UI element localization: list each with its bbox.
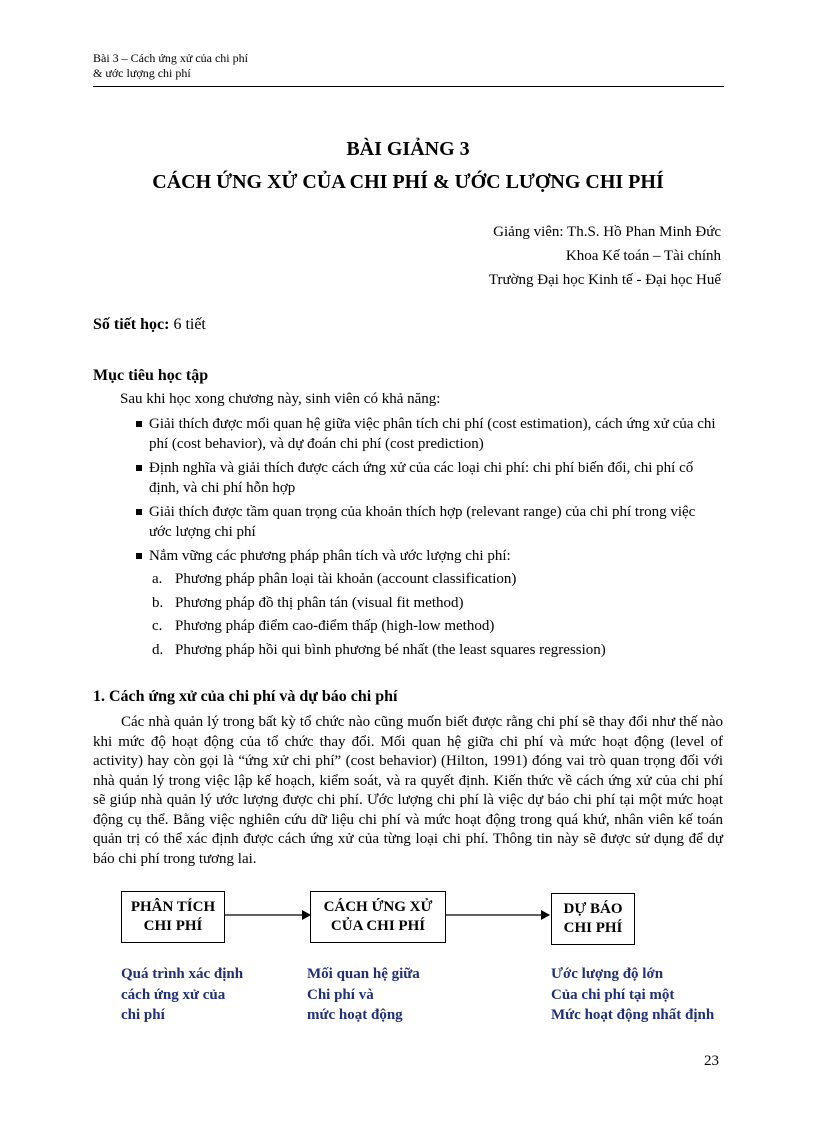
methods-list	[152, 568, 606, 662]
header-rule	[93, 86, 724, 87]
method-letter: b.	[152, 594, 164, 611]
objectives-heading: Mục tiêu học tập	[93, 367, 209, 384]
running-header-line-2: & ước lượng chi phí	[93, 66, 191, 80]
description-line: Mối quan hệ giữa	[307, 966, 420, 982]
cost-prediction-description	[551, 964, 714, 1026]
cost-analysis-description	[121, 964, 243, 1026]
objective-item	[120, 414, 720, 454]
author-block	[489, 220, 721, 292]
section-1-heading: 1. Cách ứng xử của chi phí và dự báo chi phí	[93, 688, 398, 705]
description-line: Của chi phí tại một	[551, 986, 675, 1003]
box-line: CHI PHÍ	[143, 918, 203, 934]
box-line: CÁCH ỨNG XỬ	[323, 899, 433, 915]
objective-text: Giải thích được mối quan hệ giữa việc phân tích chi phí (cost estimation), cách ứng xử của chi phí (cost behavior), và dự đoán chi phí (cost prediction)	[149, 416, 716, 452]
arrow-analysis-to-behavior	[225, 908, 315, 922]
cost-prediction-box	[551, 893, 635, 945]
university-name: Trường Đại học Kinh tế - Đại học Huế	[488, 272, 721, 288]
description-line: Mức hoạt động nhất định	[551, 1007, 715, 1023]
running-header	[93, 51, 723, 81]
box-line: CHI PHÍ	[563, 920, 623, 936]
class-periods-label: Số tiết học:	[93, 316, 170, 333]
method-item	[152, 592, 606, 616]
box-line: DỰ BÁO	[563, 901, 623, 917]
method-text: Phương pháp hồi qui bình phương bé nhất (the least squares regression)	[175, 641, 606, 658]
description-line: Quá trình xác định	[121, 966, 244, 982]
cost-behavior-description	[307, 964, 420, 1026]
description-line: cách ứng xử của	[121, 986, 226, 1003]
objective-text: Giải thích được tầm quan trọng của khoản thích hợp (relevant range) của chi phí trong việc ước lượng chi phí	[149, 504, 696, 540]
class-periods	[93, 316, 206, 334]
method-text: Phương pháp phân loại tài khoản (account classification)	[175, 571, 517, 587]
method-text: Phương pháp điểm cao-điểm thấp (high-low method)	[175, 618, 495, 634]
lecture-title: CÁCH ỨNG XỬ CỦA CHI PHÍ & ƯỚC LƯỢNG CHI PHÍ	[152, 171, 664, 193]
bullet-square-icon	[136, 421, 142, 427]
box-line: PHÂN TÍCH	[130, 899, 216, 915]
bullet-square-icon	[136, 509, 142, 515]
method-item	[152, 568, 606, 592]
method-letter: d.	[152, 641, 164, 658]
bullet-square-icon	[136, 465, 142, 471]
lecturer-name: Giảng viên: Th.S. Hồ Phan Minh Đức	[493, 224, 721, 240]
method-item	[152, 615, 606, 639]
description-line: mức hoạt động	[307, 1007, 403, 1023]
cost-behavior-box	[310, 891, 446, 943]
description-line: Chi phí và	[307, 986, 374, 1003]
method-item	[152, 639, 606, 663]
objective-item	[120, 502, 720, 542]
section-1-paragraph: Các nhà quản lý trong bất kỳ tổ chức nào cũng muốn biết được rằng chi phí sẽ thay đổi như thế nào khi mức độ hoạt động của tổ chức thay đổi. Mối quan hệ giữa chi phí và mức hoạt động (level of activity) hay còn gọi là “ứng xử chi phí” (cost behavior) (Hilton, 1991) đóng vai trò quan trọng đối với nhà quản lý trong việc lập kế hoạch, kiểm soát, và ra quyết định. Kiến thức về cách ứng xử của chi phí sẽ giúp nhà quản lý ước lượng được chi phí. Ước lượng chi phí là việc dự báo chi phí tại một mức hoạt động cụ thể. Bằng việc nghiên cứu dữ liệu chi phí và mức hoạt động trong quá khứ, nhân viên kế toán quản trị có thể xác định được cách ứng xử của từng loại chi phí. Thông tin này sẽ được sử dụng để dự báo chi phí trong tương lai.	[93, 714, 723, 867]
method-text: Phương pháp đồ thị phân tán (visual fit method)	[175, 594, 464, 611]
method-letter: a.	[152, 571, 163, 587]
objective-text: Nắm vững các phương pháp phân tích và ước lượng chi phí:	[149, 548, 511, 564]
class-periods-value: 6 tiết	[173, 316, 206, 333]
arrow-behavior-to-prediction	[446, 908, 554, 922]
box-line: CỦA CHI PHÍ	[330, 918, 426, 934]
objective-text: Định nghĩa và giải thích được cách ứng xử của các loại chi phí: chi phí biến đổi, chi phí cố định, và chi phí hỗn hợp	[149, 460, 694, 496]
description-line: chi phí	[121, 1007, 165, 1023]
objective-item	[120, 546, 720, 566]
lecture-number-title: BÀI GIẢNG 3	[346, 138, 470, 160]
faculty-name: Khoa Kế toán – Tài chính	[565, 248, 721, 264]
objective-item	[120, 458, 720, 498]
description-line: Ước lượng độ lớn	[551, 966, 664, 982]
cost-analysis-box	[121, 891, 225, 943]
objectives-intro: Sau khi học xong chương này, sinh viên có khả năng:	[120, 391, 441, 407]
bullet-square-icon	[136, 553, 142, 559]
method-letter: c.	[152, 618, 163, 634]
page-number: 23	[704, 1053, 719, 1069]
running-header-line-1: Bài 3 – Cách ứng xử của chi phí	[93, 51, 248, 65]
objectives-list	[120, 414, 720, 570]
